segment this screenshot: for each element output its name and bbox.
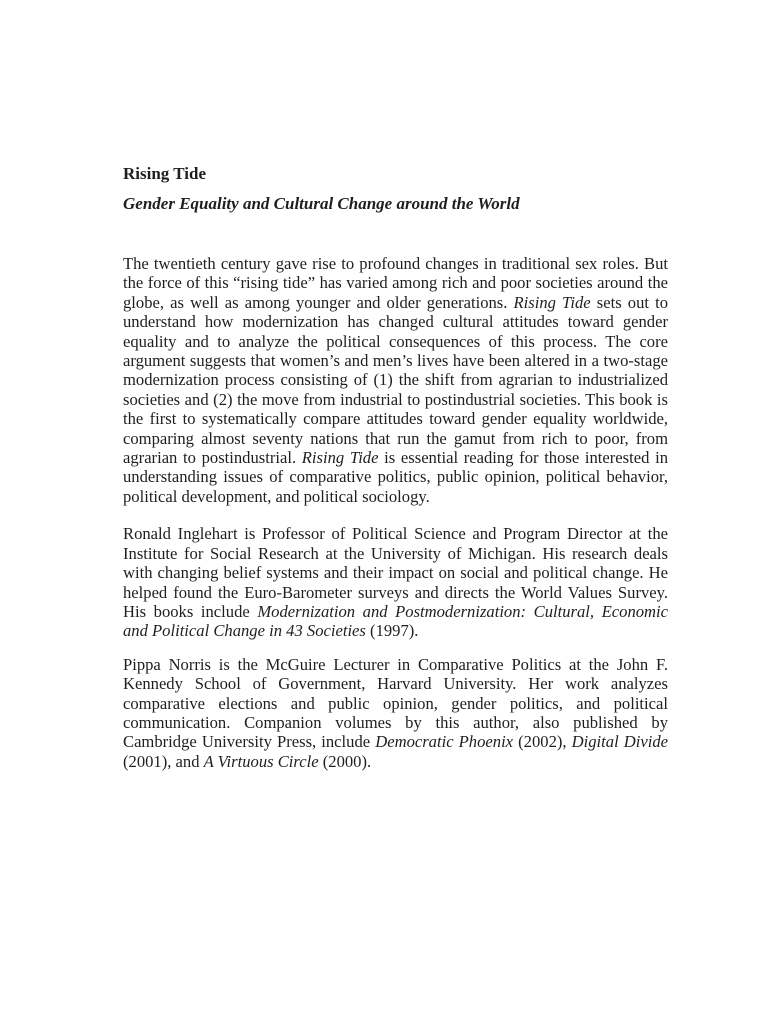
author-bio-inglehart [123, 524, 668, 640]
inglehart-book-title: Modernization and Postmodernization: Cultural, Economic and Political Change in 43 Societies [123, 601, 668, 641]
description-text-3: is essential reading for those interested in understanding issues of comparative politics, public opinion, political behavior, political development, and political sociology. [123, 448, 668, 506]
inglehart-bio-text: Ronald Inglehart is Professor of Political Science and Program Director at the Institute for Social Research at the University of Michigan. His research deals with changing belief systems and their impact on social and political change. He helped found the Euro-Barometer surveys and directs the World Values Survey. His books include [123, 524, 668, 621]
inglehart-book-year: (1997). [365, 621, 419, 641]
norris-book-year-2: (2001), and [123, 751, 204, 771]
book-title: Rising Tide [123, 164, 206, 183]
author-bio-norris [123, 655, 668, 771]
norris-book-year-3: (2000). [318, 751, 372, 771]
norris-book-title-2: Digital Divide [571, 732, 669, 752]
description-title-ref-1: Rising Tide [513, 292, 591, 312]
norris-bio-text: Pippa Norris is the McGuire Lecturer in Comparative Politics at the John F. Kennedy School of Government, Harvard University. Her work analyzes comparative elections and public opinion, gender politics, and political communication. Companion volumes by this author, also published by Cambridge University Press, include [123, 654, 668, 752]
norris-book-title-1: Democratic Phoenix [375, 732, 514, 752]
norris-book-title-3: A Virtuous Circle [203, 751, 319, 771]
book-subtitle: Gender Equality and Cultural Change around the World [123, 194, 520, 213]
book-blurb-page [123, 163, 668, 771]
description-text-1: The twentieth century gave rise to profound changes in traditional sex roles. But the force of this “rising tide” has varied among rich and poor societies around the globe, as well as among younger and older generations. [123, 254, 668, 312]
norris-book-year-1: (2002), [513, 732, 572, 752]
book-description [123, 254, 668, 506]
description-title-ref-2: Rising Tide [301, 448, 379, 468]
description-text-2: sets out to understand how modernization has changed cultural attitudes toward gender equality and to analyze the political consequences of this process. The core argument suggests that women’s and men’s lives have been altered in a two-stage modernization process consisting of (1) the shift from agrarian to industrialized societies and (2) the move from industrial to postindustrial societies. This book is the first to systematically compare attitudes toward gender equality worldwide, comparing almost seventy nations that run the gamut from rich to poor, from agrarian to postindustrial. [123, 292, 668, 468]
